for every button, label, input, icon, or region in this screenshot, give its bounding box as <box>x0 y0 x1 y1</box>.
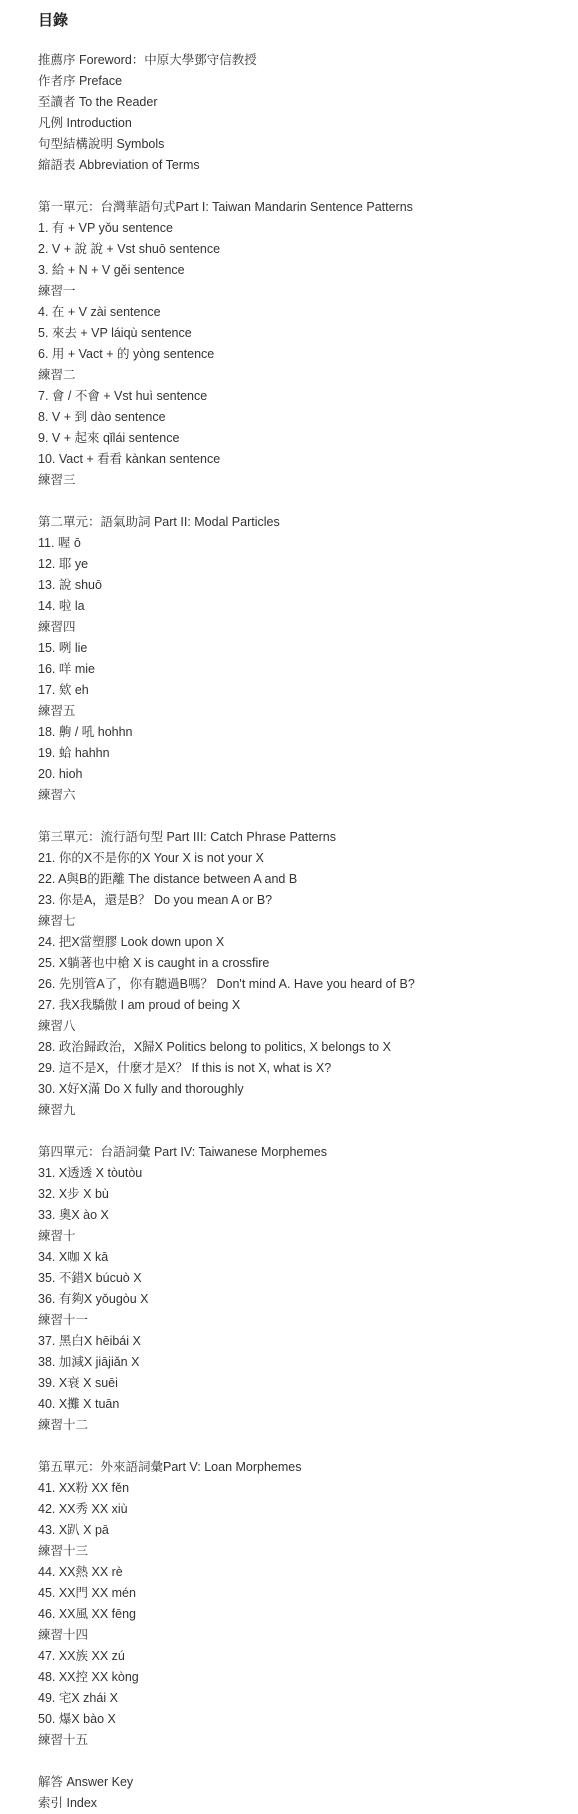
toc-title: 目錄 <box>38 12 69 29</box>
toc-entry: 20. hioh <box>38 767 83 781</box>
toc-section <box>38 827 578 1121</box>
toc-entry: 7. 會 / 不會 + Vst huì sentence <box>38 389 208 403</box>
toc-entry: 5. 來去 + VP láiqù sentence <box>38 326 192 340</box>
toc-entry: 2. V + 說 說 + Vst shuō sentence <box>38 242 221 256</box>
toc-entry: 40. X攤 X tuān <box>38 1397 120 1411</box>
toc-entry: 26. 先別管A了，你有聽過B嗎？ Don't mind A. Have you heard of B? <box>38 977 415 991</box>
toc-entry: 24. 把X當塑膠 Look down upon X <box>38 935 225 949</box>
toc-entry: 至讀者 To the Reader <box>38 95 158 109</box>
toc-entry: 19. 蛤 hahhn <box>38 746 110 760</box>
toc-entry: 第三單元：流行語句型 Part III: Catch Phrase Patterns <box>38 830 336 844</box>
toc-entry: 27. 我X我驕傲 I am proud of being X <box>38 998 241 1012</box>
toc-entry: 41. XX粉 XX fěn <box>38 1481 130 1495</box>
toc-entry: 練習六 <box>38 788 76 802</box>
toc-entry: 練習五 <box>38 704 76 718</box>
toc-entry: 練習四 <box>38 620 76 634</box>
toc-entry: 第一單元：台灣華語句式Part I: Taiwan Mandarin Sentence Patterns <box>38 200 413 214</box>
toc-entry: 8. V + 到 dào sentence <box>38 410 166 424</box>
toc-entry: 練習十五 <box>38 1733 89 1747</box>
toc-section <box>38 1142 578 1436</box>
toc-entry: 30. X好X滿 Do X fully and thoroughly <box>38 1082 244 1096</box>
toc-entry: 練習十一 <box>38 1313 89 1327</box>
toc-body <box>38 50 578 1814</box>
toc-section <box>38 1457 578 1751</box>
toc-section <box>38 1772 578 1814</box>
toc-entry: 練習十三 <box>38 1544 89 1558</box>
toc-entry: 47. XX族 XX zú <box>38 1649 125 1663</box>
toc-entry: 22. A與B的距離 The distance between A and B <box>38 872 298 886</box>
toc-entry: 解答 Answer Key <box>38 1775 134 1789</box>
toc-entry: 38. 加減X jiājiǎn X <box>38 1355 140 1369</box>
toc-entry: 34. X咖 X kā <box>38 1250 109 1264</box>
toc-entry: 練習二 <box>38 368 76 382</box>
toc-entry: 1. 有 + VP yǒu sentence <box>38 221 173 235</box>
toc-entry: 句型結構說明 Symbols <box>38 137 165 151</box>
toc-entry: 29. 這不是X，什麼才是X？ If this is not X, what is X? <box>38 1061 332 1075</box>
toc-entry: 練習一 <box>38 284 76 298</box>
toc-entry: 練習八 <box>38 1019 76 1033</box>
toc-entry: 50. 爆X bào X <box>38 1712 116 1726</box>
toc-entry: 3. 給 + N + V gěi sentence <box>38 263 185 277</box>
toc-entry: 練習十 <box>38 1229 76 1243</box>
toc-entry: 4. 在 + V zài sentence <box>38 305 161 319</box>
toc-entry: 28. 政治歸政治，X歸X Politics belong to politics, X belongs to X <box>38 1040 391 1054</box>
toc-entry: 21. 你的X不是你的X Your X is not your X <box>38 851 264 865</box>
toc-entry: 42. XX秀 XX xiù <box>38 1502 128 1516</box>
toc-entry: 36. 有夠X yǒugòu X <box>38 1292 149 1306</box>
toc-entry: 作者序 Preface <box>38 74 123 88</box>
toc-entry: 45. XX門 XX mén <box>38 1586 136 1600</box>
toc-entry: 25. X躺著也中槍 X is caught in a crossfire <box>38 956 270 970</box>
toc-entry: 48. XX控 XX kòng <box>38 1670 139 1684</box>
toc-section <box>38 50 578 176</box>
toc-entry: 10. Vact + 看看 kànkan sentence <box>38 452 221 466</box>
toc-entry: 39. X衰 X suēi <box>38 1376 118 1390</box>
toc-entry: 32. X步 X bù <box>38 1187 109 1201</box>
toc-entry: 凡例 Introduction <box>38 116 132 130</box>
toc-entry: 33. 奧X ào X <box>38 1208 109 1222</box>
toc-entry: 推薦序 Foreword：中原大學鄧守信教授 <box>38 53 257 67</box>
toc-entry: 31. X透透 X tòutòu <box>38 1166 143 1180</box>
toc-entry: 練習九 <box>38 1103 76 1117</box>
toc-entry: 37. 黑白X hēibái X <box>38 1334 141 1348</box>
toc-entry: 43. X趴 X pā <box>38 1523 109 1537</box>
toc-entry: 12. 耶 ye <box>38 557 89 571</box>
toc-entry: 18. 齁 / 吼 hohhn <box>38 725 133 739</box>
toc-entry: 索引 Index <box>38 1796 98 1810</box>
toc-entry: 44. XX熱 XX rè <box>38 1565 123 1579</box>
toc-entry: 49. 宅X zhái X <box>38 1691 118 1705</box>
toc-entry: 第四單元：台語詞彙 Part IV: Taiwanese Morphemes <box>38 1145 327 1159</box>
toc-entry: 6. 用 + Vact + 的 yòng sentence <box>38 347 215 361</box>
toc-entry: 11. 喔 ō <box>38 536 81 550</box>
toc-entry: 9. V + 起來 qǐlái sentence <box>38 431 180 445</box>
toc-entry: 縮語表 Abbreviation of Terms <box>38 158 200 172</box>
toc-entry: 15. 咧 lie <box>38 641 88 655</box>
toc-entry: 46. XX風 XX fēng <box>38 1607 136 1621</box>
toc-section <box>38 512 578 806</box>
toc-entry: 練習十四 <box>38 1628 89 1642</box>
toc-entry: 35. 不錯X búcuò X <box>38 1271 142 1285</box>
toc-entry: 17. 欸 eh <box>38 683 89 697</box>
toc-entry: 16. 咩 mie <box>38 662 95 676</box>
toc-entry: 練習七 <box>38 914 76 928</box>
toc-entry: 練習三 <box>38 473 76 487</box>
toc-entry: 練習十二 <box>38 1418 89 1432</box>
toc-section <box>38 197 578 491</box>
toc-entry: 第二單元：語氣助詞 Part II: Modal Particles <box>38 515 280 529</box>
toc-entry: 23. 你是A，還是B？ Do you mean A or B? <box>38 893 273 907</box>
toc-entry: 14. 啦 la <box>38 599 85 613</box>
toc-entry: 第五單元：外來語詞彙Part V: Loan Morphemes <box>38 1460 302 1474</box>
toc-entry: 13. 說 shuō <box>38 578 102 592</box>
